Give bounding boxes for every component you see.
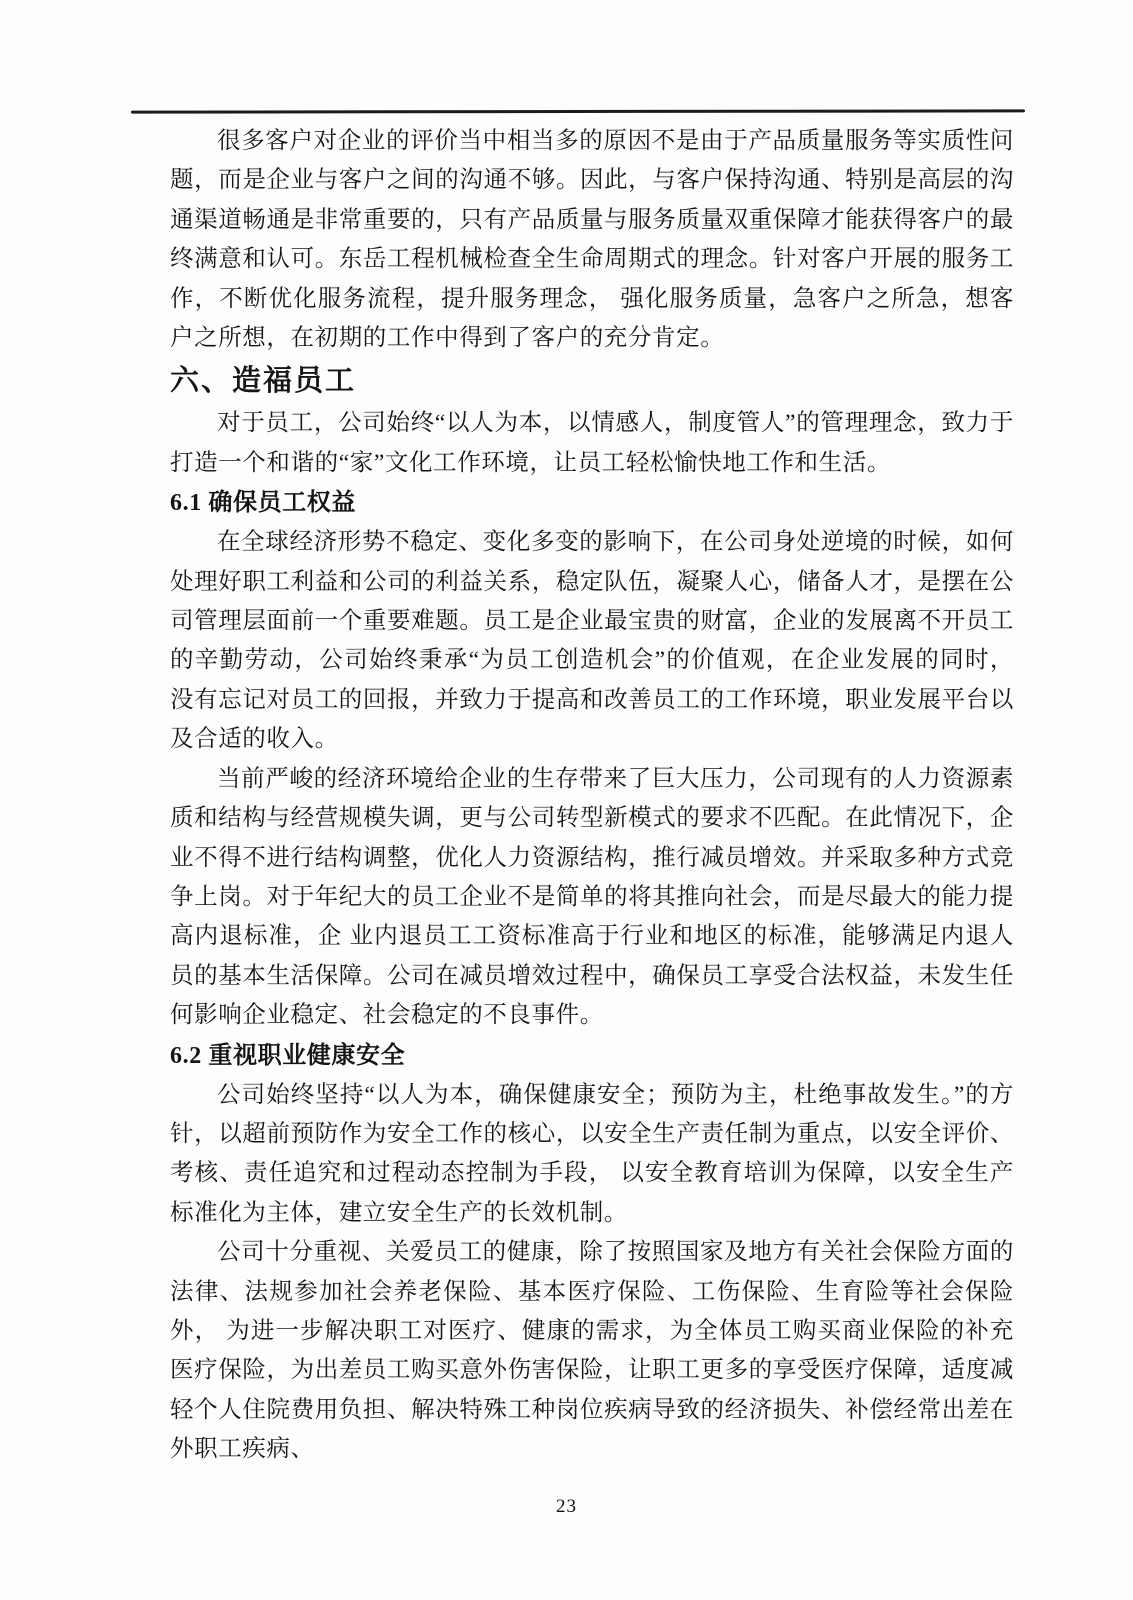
paragraph-employee-rights-economy: 在全球经济形势不稳定、变化多变的影响下，在公司身处逆境的时候，如何处理好职工利益和公司的利益关系，稳定队伍，凝聚人心，储备人才，是摆在公司管理层面前一个重要难题。员工是企业最宝贵的财富，企业的发展离不开员工的辛勤劳动，公司始终秉承“为员工创造机会”的价值观，在企业发展的同时， 没有忘记对员工的回报，并致力于提高和改善员工的工作环境，职业发展平台以及合适的收入。 xyxy=(170,529,1014,753)
subsection-heading-occupational-health-safety: 6.2 重视职业健康安全 xyxy=(170,1042,406,1069)
section-heading-benefit-employees: 六、造福员工 xyxy=(170,365,357,398)
page-number: 23 xyxy=(556,1496,577,1517)
header-rule xyxy=(131,109,1025,113)
page-content xyxy=(170,122,1014,1470)
paragraph-customer-communication: 很多客户对企业的评价当中相当多的原因不是由于产品质量服务等实质性问题，而是企业与客户之间的沟通不够。因此，与客户保持沟通、特别是高层的沟通渠道畅通是非常重要的，只有产品质量与服务质量双重保障才能获得客户的最终满意和认可。东岳工程机械检查全生命周期式的理念。针对客户开展的服务工作，不断优化服务流程，提升服务理念， 强化服务质量，急客户之所急，想客户之所想，在初期的工作中得到了客户的充分肯定。 xyxy=(170,128,1014,352)
paragraph-workforce-restructuring: 当前严峻的经济环境给企业的生存带来了巨大压力，公司现有的人力资源素质和结构与经营规模失调，更与公司转型新模式的要求不匹配。在此情况下，企业不得不进行结构调整，优化人力资源结构，推行减员增效。并采取多种方式竞争上岗。对于年纪大的员工企业不是简单的将其推向社会，而是尽最大的能力提高内退标准，企 业内退员工工资标准高于行业和地区的标准，能够满足内退人员的基本生活保障。公司在减员增效过程中，确保员工享受合法权益，未发生任何影响企业稳定、社会稳定的不良事件。 xyxy=(170,765,1014,1029)
paragraph-safety-policy: 公司始终坚持“以人为本，确保健康安全；预防为主，杜绝事故发生。”的方针，以超前预防作为安全工作的核心，以安全生产责任制为重点，以安全评价、考核、责任追究和过程动态控制为手段， 以安全教育培训为保障，以安全生产标准化为主体，建立安全生产的长效机制。 xyxy=(170,1081,1014,1226)
subsection-heading-employee-rights: 6.1 确保员工权益 xyxy=(170,490,356,517)
paragraph-employee-health-insurance: 公司十分重视、关爱员工的健康，除了按照国家及地方有关社会保险方面的法律、法规参加社会养老保险、基本医疗保险、工伤保险、生育险等社会保险外， 为进一步解决职工对医疗、健康的需求，为全体员工购买商业保险的补充医疗保险，为出差员工购买意外伤害保险，让职工更多的享受医疗保障，适度减轻个人住院费用负担、解决特殊工种岗位疾病导致的经济损失、补偿经常出差在外职工疾病、 xyxy=(170,1239,1014,1463)
paragraph-employee-management-philosophy: 对于员工，公司始终“以人为本，以情感人，制度管人”的管理理念，致力于打造一个和谐的“家”文化工作环境，让员工轻松愉快地工作和生活。 xyxy=(170,410,1014,476)
